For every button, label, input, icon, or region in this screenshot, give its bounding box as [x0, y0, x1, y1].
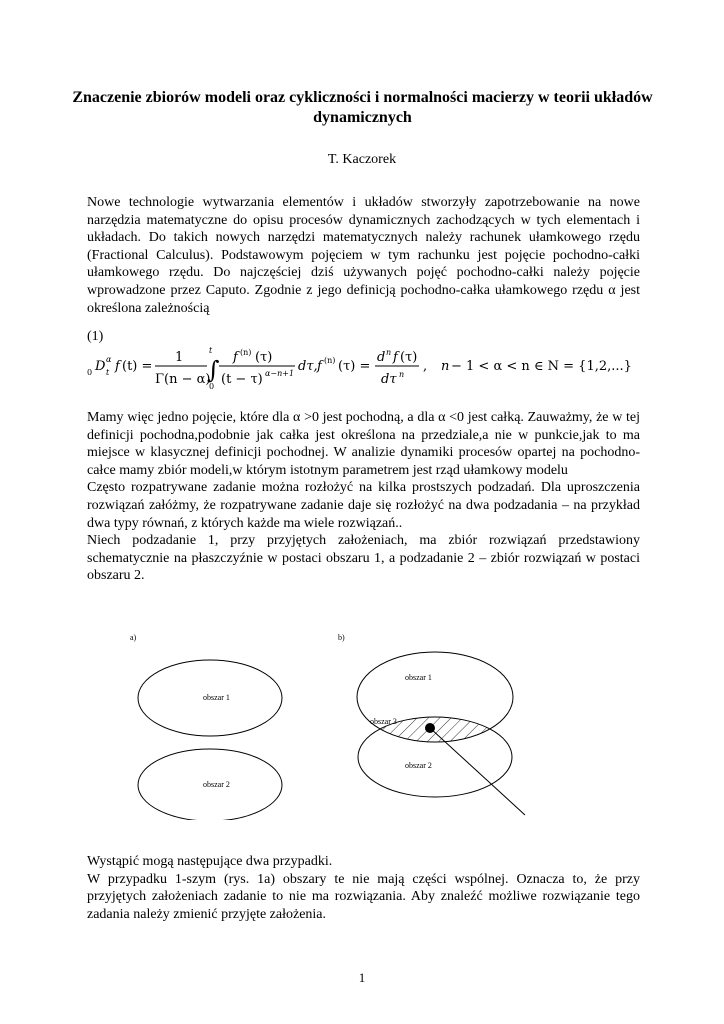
svg-text:α: α [106, 355, 112, 364]
figure-1 [120, 630, 550, 820]
figure-label-a: a) [130, 633, 137, 642]
svg-text:(t) =: (t) = [122, 359, 153, 374]
svg-text:(n): (n) [240, 348, 252, 357]
a-region-1-label: obszar 1 [203, 693, 230, 702]
author: T. Kaczorek [327, 152, 397, 167]
b-region-3-label: obszar 3 [370, 717, 397, 726]
svg-text:(τ): (τ) [400, 350, 418, 365]
svg-text:α−n+1: α−n+1 [265, 369, 295, 378]
paragraph-2c: Niech podzadanie 1, przy przyjętych założeniach, ma zbiór rozwiązań przedstawiony schematycznie na płaszczyźnie w postaci obszaru 1, a podzadanie 2 – zbiór rozwiązań w postaci obszaru 2. [87, 533, 640, 584]
paper-title: Znaczenie zbiorów modeli oraz cykliczności i normalności macierzy w teorii układów dynamicznych [72, 89, 653, 126]
caputo-equation [85, 345, 645, 395]
svg-text:0: 0 [87, 368, 93, 377]
a-region-2-label: obszar 2 [203, 780, 230, 789]
paragraph-1: Nowe technologie wytwarzania elementów i układów stworzyły zapotrzebowanie na nowe narzędzia matematyczne do opisu procesów dynamicznych zachodzących w tych elementach i układach. Do takich nowych narzędzi matematycznych należy rachunek ułamkowego rzędu (Fractional Calculus). Podstawowym pojęciem w tym rachunku jest pojęcie pochodno-całki ułamkowego rzędu. Do najczęściej dziś używanych pojęć pochodno-całki należy pojęcie wprowadzone przez Caputo. Zgodnie z jego definicją pochodno-całka ułamkowego rzędu α jest określona zależnością [87, 195, 640, 316]
svg-text:f: f [317, 359, 322, 374]
b-region-1-label: obszar 1 [405, 673, 432, 682]
svg-text:D: D [95, 359, 106, 374]
intro-paragraph [87, 194, 640, 317]
svg-text:dτ,: dτ, [298, 359, 318, 374]
svg-text:t: t [209, 346, 213, 355]
svg-text:− 1 < α < n ∈ N = {1,2,...}: − 1 < α < n ∈ N = {1,2,...} [451, 359, 632, 374]
svg-text:n: n [399, 370, 405, 379]
page-number: 1 [358, 970, 366, 985]
svg-text:,: , [423, 359, 428, 374]
b-region-2-label: obszar 2 [405, 761, 432, 770]
paragraph-3b: W przypadku 1-szym (rys. 1a) obszary te nie mają części wspólnej. Oznacza to, że przy przyjętych założeniach zadanie to nie ma rozwiązania. Aby znaleźć możliwe rozwiązanie tego zadania należy zmienić przyjęte założenia. [87, 871, 640, 922]
svg-text:t: t [106, 368, 110, 377]
svg-text:Γ(n − α): Γ(n − α) [155, 372, 211, 387]
figure-label-b: b) [338, 633, 345, 642]
svg-text:f: f [233, 350, 238, 365]
svg-text:(n): (n) [324, 356, 336, 365]
discussion-paragraph [87, 409, 640, 585]
cases-paragraph [87, 853, 640, 923]
svg-text:f: f [115, 359, 120, 374]
svg-text:f: f [393, 350, 398, 365]
svg-text:n: n [441, 359, 450, 374]
equation-label: (1) [87, 329, 104, 344]
svg-text:0: 0 [209, 382, 215, 391]
paragraph-2b: Często rozpatrywane zadanie można rozłożyć na kilka prostszych podzadań. Dla uproszczenia rozwiązań załóżmy, że rozpatrywane zadanie daje się rozłożyć na dwa podzadania – na przykład dwa typy równań, z których każde ma wiele rozwiązań.. [87, 480, 640, 531]
pointer-line [430, 728, 525, 815]
svg-text:dτ: dτ [381, 372, 397, 387]
svg-text:(τ) =: (τ) = [338, 359, 371, 374]
svg-text:n: n [386, 348, 392, 357]
svg-text:∫: ∫ [207, 356, 220, 384]
svg-text:1: 1 [175, 350, 184, 365]
paragraph-2a: Mamy więc jedno pojęcie, które dla α >0 jest pochodną, a dla α <0 jest całką. Zauważmy, że w tej definicji pochodna,podobnie jak całka jest określona na przedziale,a nie w punkcie,jak to ma miejsce w klasycznej definicji pochodnej. W analizie dynamiki procesów opartej na pochodno-całce mamy zbiór modeli,w którym istotnym parametrem jest rząd ułamkowy modelu [87, 410, 640, 478]
svg-text:(τ): (τ) [255, 350, 273, 365]
svg-text:(t − τ): (t − τ) [221, 372, 263, 387]
paragraph-3a: Wystąpić mogą następujące dwa przypadki. [87, 854, 333, 869]
svg-text:d: d [377, 350, 386, 365]
